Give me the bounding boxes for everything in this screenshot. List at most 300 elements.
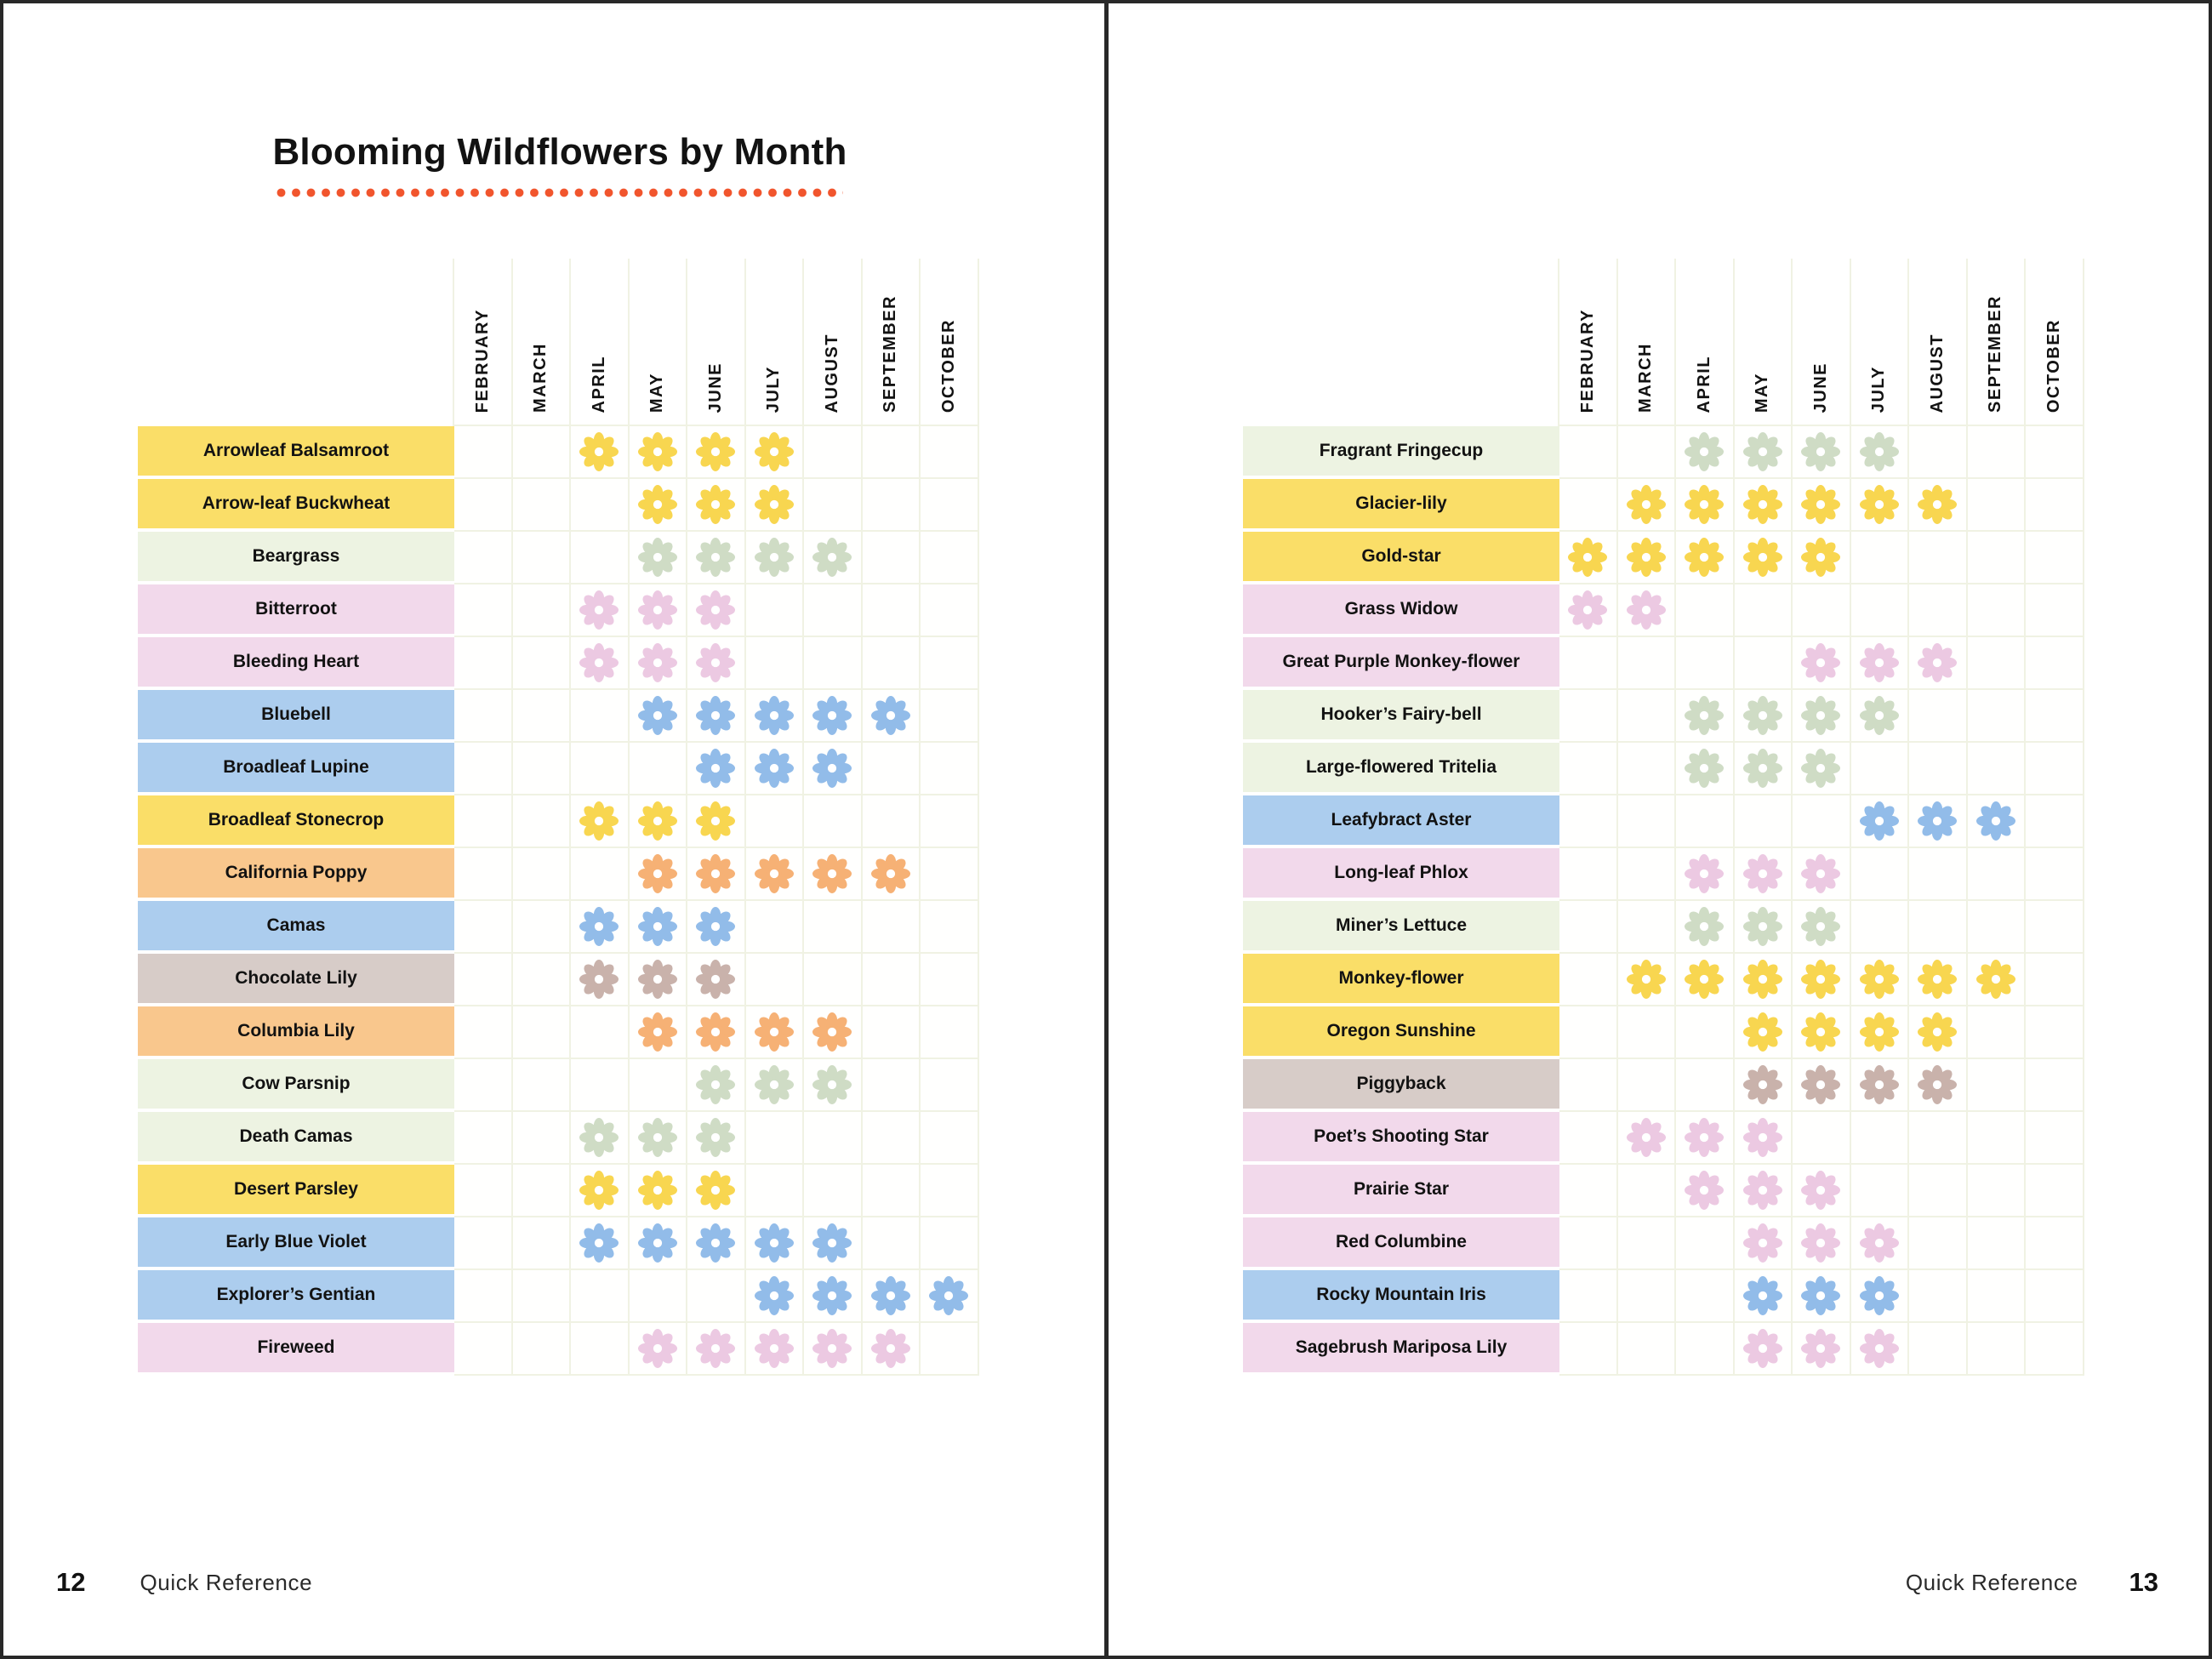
month-label: FEBRUARY [472,308,492,413]
flower-bloom-icon [696,538,735,577]
bloom-cell [921,690,979,743]
bloom-cell [1851,1270,1910,1323]
bloom-cell [1909,584,1968,637]
bloom-cell [1851,954,1910,1006]
bloom-cell [921,584,979,637]
flower-bloom-icon [1801,538,1840,577]
bloom-cell [571,848,630,901]
flower-bloom-icon [1743,1329,1782,1368]
bloom-cell [1618,1059,1677,1112]
bloom-cell [571,1165,630,1217]
bloom-cell [1618,901,1677,954]
flower-name-label: Oregon Sunshine [1243,1006,1559,1059]
flower-bloom-icon [1743,907,1782,946]
month-column-header [1735,259,1793,426]
bloom-cell [1618,1217,1677,1270]
bloom-cell [1735,1217,1793,1270]
bloom-cell [687,1323,746,1376]
flower-name-label: Early Blue Violet [138,1217,454,1270]
flower-bloom-icon [1860,960,1899,999]
flower-bloom-icon [1860,1223,1899,1263]
flower-bloom-icon [1568,590,1607,630]
bloom-cell [921,426,979,479]
bloom-cell [1735,1270,1793,1323]
bloom-cell [630,1006,688,1059]
flower-name-label: Beargrass [138,532,454,584]
month-column-header [2026,259,2084,426]
bloom-cell [454,584,513,637]
bloom-cell [1676,479,1735,532]
flower-bloom-icon [638,907,677,946]
bloom-cell [630,532,688,584]
flower-bloom-icon [579,960,619,999]
bloom-cell [921,901,979,954]
bloom-cell [1793,1323,1851,1376]
bloom-cell [1735,1006,1793,1059]
bloom-cell [804,584,863,637]
bloom-cell [863,690,921,743]
bloom-cell [1793,479,1851,532]
bloom-cell [1909,795,1968,848]
flower-name-label: Monkey-flower [1243,954,1559,1006]
flower-bloom-icon [1918,1065,1957,1104]
flower-bloom-icon [1743,960,1782,999]
flower-bloom-icon [812,1065,852,1104]
flower-bloom-icon [1627,538,1666,577]
bloom-cell [454,426,513,479]
bloom-cell [2026,1270,2084,1323]
bloom-cell [863,848,921,901]
flower-bloom-icon [812,696,852,735]
bloom-cell [2026,479,2084,532]
flower-bloom-icon [755,1329,794,1368]
bloom-cell [1735,954,1793,1006]
bloom-cell [1909,1217,1968,1270]
bloom-cell [571,532,630,584]
bloom-cell [1559,1112,1618,1165]
month-label: FEBRUARY [1577,308,1597,413]
flower-name-label: Camas [138,901,454,954]
bloom-cell [513,795,572,848]
bloom-cell [1851,848,1910,901]
flower-bloom-icon [1743,854,1782,893]
flower-bloom-icon [696,1065,735,1104]
bloom-cell [804,479,863,532]
flower-bloom-icon [696,854,735,893]
bloom-cell [1559,426,1618,479]
bloom-cell [630,1270,688,1323]
bloom-cell [863,743,921,795]
flower-bloom-icon [1801,907,1840,946]
bloom-cell [1559,637,1618,690]
bloom-cell [1851,532,1910,584]
bloom-cell [513,743,572,795]
flower-bloom-icon [1743,485,1782,524]
flower-bloom-icon [1860,1329,1899,1368]
bloom-cell [1735,795,1793,848]
flower-bloom-icon [696,1329,735,1368]
bloom-cell [1851,1006,1910,1059]
bloom-cell [1735,637,1793,690]
month-column-header [1793,259,1851,426]
bloom-cell [1793,848,1851,901]
bloom-cell [571,1006,630,1059]
bloom-cell [513,479,572,532]
bloom-cell [2026,1165,2084,1217]
flower-bloom-icon [871,854,910,893]
flower-bloom-icon [1743,1223,1782,1263]
bloom-cell [1559,1323,1618,1376]
bloom-cell [746,1006,805,1059]
bloom-cell [454,901,513,954]
bloom-cell [687,954,746,1006]
bloom-cell [1909,1270,1968,1323]
flower-bloom-icon [1685,960,1724,999]
flower-bloom-icon [871,1329,910,1368]
bloom-cell [1968,426,2027,479]
bloom-cell [687,1006,746,1059]
month-label: OCTOBER [2044,318,2063,413]
bloom-cell [1559,954,1618,1006]
flower-bloom-icon [755,1223,794,1263]
bloom-cell [1618,1165,1677,1217]
flower-name-label: Bleeding Heart [138,637,454,690]
bloom-cell [630,901,688,954]
bloom-cell [1735,1059,1793,1112]
bloom-cell [1793,532,1851,584]
bloom-cell [1968,1165,2027,1217]
bloom-cell [746,690,805,743]
bloom-cell [921,954,979,1006]
bloom-cell [1676,1165,1735,1217]
bloom-cell [687,426,746,479]
bloom-cell [1618,479,1677,532]
bloom-cell [687,584,746,637]
flower-bloom-icon [755,749,794,788]
bloom-cell [921,1112,979,1165]
bloom-cell [513,426,572,479]
bloom-cell [746,795,805,848]
bloom-cell [1793,426,1851,479]
flower-bloom-icon [1743,432,1782,471]
flower-bloom-icon [812,538,852,577]
bloom-cell [571,1270,630,1323]
month-label: APRIL [1694,355,1713,413]
bloom-cell [571,690,630,743]
table-corner-spacer [138,259,454,426]
bloom-cell [863,1112,921,1165]
bloom-cell [454,1270,513,1323]
bloom-cell [1676,1059,1735,1112]
flower-bloom-icon [755,538,794,577]
bloom-cell [863,584,921,637]
bloom-cell [1618,848,1677,901]
bloom-cell [746,1112,805,1165]
bloom-cell [746,1217,805,1270]
bloom-cell [1968,1217,2027,1270]
bloom-cell [571,1323,630,1376]
bloom-cell [1909,690,1968,743]
flower-bloom-icon [1860,1012,1899,1052]
flower-name-label: Piggyback [1243,1059,1559,1112]
bloom-cell [804,954,863,1006]
month-column-header [513,259,572,426]
flower-bloom-icon [1627,1118,1666,1157]
bloom-cell [1676,954,1735,1006]
bloom-cell [1676,1270,1735,1323]
flower-bloom-icon [1627,960,1666,999]
bloom-cell [1676,743,1735,795]
bloom-cell [1676,901,1735,954]
bloom-cell [921,1059,979,1112]
flower-bloom-icon [1627,590,1666,630]
bloom-cell [1735,1323,1793,1376]
bloom-cell [1793,1270,1851,1323]
bloom-cell [454,1059,513,1112]
bloom-cell [1968,479,2027,532]
bloom-cell [687,848,746,901]
month-column-header [804,259,863,426]
bloom-cell [1735,848,1793,901]
bloom-cell [687,901,746,954]
bloom-cell [746,532,805,584]
flower-bloom-icon [1918,1012,1957,1052]
bloom-cell [1909,954,1968,1006]
flower-bloom-icon [638,1118,677,1157]
bloom-cell [1735,743,1793,795]
bloom-cell [863,1006,921,1059]
bloom-cell [1618,532,1677,584]
bloom-cell [571,637,630,690]
page-number: 12 [56,1567,86,1597]
bloom-cell [746,426,805,479]
flower-bloom-icon [696,590,735,630]
bloom-cell [1618,795,1677,848]
flower-bloom-icon [755,1276,794,1315]
bloom-cell [513,1217,572,1270]
flower-name-label: Bitterroot [138,584,454,637]
bloom-cell [1909,532,1968,584]
bloom-cell [1559,532,1618,584]
flower-bloom-icon [638,1223,677,1263]
flower-name-label: Grass Widow [1243,584,1559,637]
flower-bloom-icon [1743,1012,1782,1052]
bloom-cell [863,901,921,954]
flower-bloom-icon [638,432,677,471]
bloom-cell [804,1217,863,1270]
flower-name-label: Miner’s Lettuce [1243,901,1559,954]
bloom-cell [1851,1059,1910,1112]
bloom-cell [1909,1006,1968,1059]
bloom-cell [1968,848,2027,901]
bloom-cell [804,1270,863,1323]
bloom-cell [571,901,630,954]
page-number: 13 [2129,1567,2158,1597]
flower-name-label: Arrowleaf Balsamroot [138,426,454,479]
flower-bloom-icon [1918,960,1957,999]
flower-bloom-icon [1801,854,1840,893]
bloom-cell [2026,584,2084,637]
flower-bloom-icon [579,1171,619,1210]
flower-bloom-icon [1801,749,1840,788]
bloom-cell [454,743,513,795]
flower-bloom-icon [929,1276,968,1315]
flower-bloom-icon [755,485,794,524]
bloom-cell [1851,426,1910,479]
bloom-cell [921,1217,979,1270]
bloom-cell [571,795,630,848]
bloom-cell [1735,479,1793,532]
bloom-cell [513,690,572,743]
bloom-cell [1851,584,1910,637]
flower-bloom-icon [755,696,794,735]
bloom-cell [1909,848,1968,901]
bloom-cell [1676,848,1735,901]
month-column-header [571,259,630,426]
bloom-cell [863,1217,921,1270]
flower-bloom-icon [579,801,619,841]
bloom-cell [1909,1112,1968,1165]
flower-bloom-icon [638,696,677,735]
bloom-cell [454,1112,513,1165]
flower-bloom-icon [1627,485,1666,524]
bloom-table-right [1243,259,2084,1376]
bloom-cell [1676,1217,1735,1270]
bloom-cell [1793,954,1851,1006]
bloom-cell [1559,1270,1618,1323]
bloom-cell [1618,690,1677,743]
bloom-cell [1676,1006,1735,1059]
bloom-cell [804,901,863,954]
flower-bloom-icon [812,1276,852,1315]
bloom-cell [1676,584,1735,637]
bloom-cell [1968,1112,2027,1165]
bloom-cell [1851,743,1910,795]
bloom-cell [454,1006,513,1059]
flower-bloom-icon [1860,643,1899,682]
bloom-cell [1851,1112,1910,1165]
footer-section-label: Quick Reference [140,1569,313,1595]
bloom-cell [1735,426,1793,479]
flower-bloom-icon [1685,907,1724,946]
bloom-cell [1909,1323,1968,1376]
month-column-header [630,259,688,426]
flower-bloom-icon [1743,1118,1782,1157]
flower-name-label: Leafybract Aster [1243,795,1559,848]
bloom-cell [1618,1006,1677,1059]
bloom-cell [454,532,513,584]
bloom-cell [454,848,513,901]
flower-bloom-icon [1743,696,1782,735]
bloom-cell [571,1059,630,1112]
flower-bloom-icon [871,1276,910,1315]
bloom-cell [2026,954,2084,1006]
bloom-cell [921,637,979,690]
bloom-cell [2026,795,2084,848]
bloom-cell [1851,690,1910,743]
bloom-cell [863,479,921,532]
flower-bloom-icon [1685,696,1724,735]
footer-left [56,1567,312,1598]
bloom-cell [1793,1165,1851,1217]
bloom-cell [2026,1112,2084,1165]
flower-bloom-icon [812,854,852,893]
bloom-cell [687,1270,746,1323]
flower-name-label: Fireweed [138,1323,454,1376]
month-column-header [1909,259,1968,426]
flower-name-label: Red Columbine [1243,1217,1559,1270]
flower-bloom-icon [1743,538,1782,577]
bloom-cell [2026,1006,2084,1059]
bloom-cell [1676,795,1735,848]
flower-name-label: Broadleaf Stonecrop [138,795,454,848]
bloom-cell [921,1165,979,1217]
bloom-cell [2026,532,2084,584]
flower-name-label: Death Camas [138,1112,454,1165]
bloom-cell [1618,584,1677,637]
flower-bloom-icon [638,1012,677,1052]
bloom-cell [863,1059,921,1112]
bloom-cell [863,1165,921,1217]
flower-bloom-icon [1801,643,1840,682]
month-column-header [1559,259,1618,426]
flower-bloom-icon [1918,801,1957,841]
bloom-cell [1676,690,1735,743]
bloom-cell [1909,479,1968,532]
bloom-cell [746,1270,805,1323]
bloom-cell [571,743,630,795]
page-title: Blooming Wildflowers by Month [272,131,847,173]
bloom-cell [2026,743,2084,795]
bloom-cell [2026,426,2084,479]
flower-bloom-icon [1743,1065,1782,1104]
month-label: JUNE [1810,362,1830,413]
footer-section-label: Quick Reference [1905,1569,2078,1595]
bloom-cell [1618,1323,1677,1376]
bloom-cell [921,479,979,532]
bloom-cell [804,743,863,795]
flower-bloom-icon [1801,1012,1840,1052]
bloom-cell [1968,901,2027,954]
flower-bloom-icon [1801,1329,1840,1368]
bloom-cell [1968,1323,2027,1376]
bloom-cell [1968,690,2027,743]
bloom-cell [1968,743,2027,795]
bloom-cell [1909,637,1968,690]
bloom-cell [746,848,805,901]
bloom-cell [630,1059,688,1112]
month-column-header [454,259,513,426]
flower-bloom-icon [1860,1065,1899,1104]
bloom-cell [687,637,746,690]
bloom-cell [804,637,863,690]
bloom-cell [863,1270,921,1323]
bloom-cell [863,637,921,690]
flower-bloom-icon [579,1118,619,1157]
flower-bloom-icon [579,432,619,471]
bloom-cell [2026,1323,2084,1376]
flower-bloom-icon [696,696,735,735]
bloom-cell [571,584,630,637]
bloom-cell [804,848,863,901]
flower-bloom-icon [1568,538,1607,577]
month-label: MARCH [1636,343,1656,413]
bloom-cell [804,690,863,743]
flower-bloom-icon [812,1223,852,1263]
bloom-cell [1676,426,1735,479]
bloom-cell [863,954,921,1006]
flower-bloom-icon [755,1065,794,1104]
